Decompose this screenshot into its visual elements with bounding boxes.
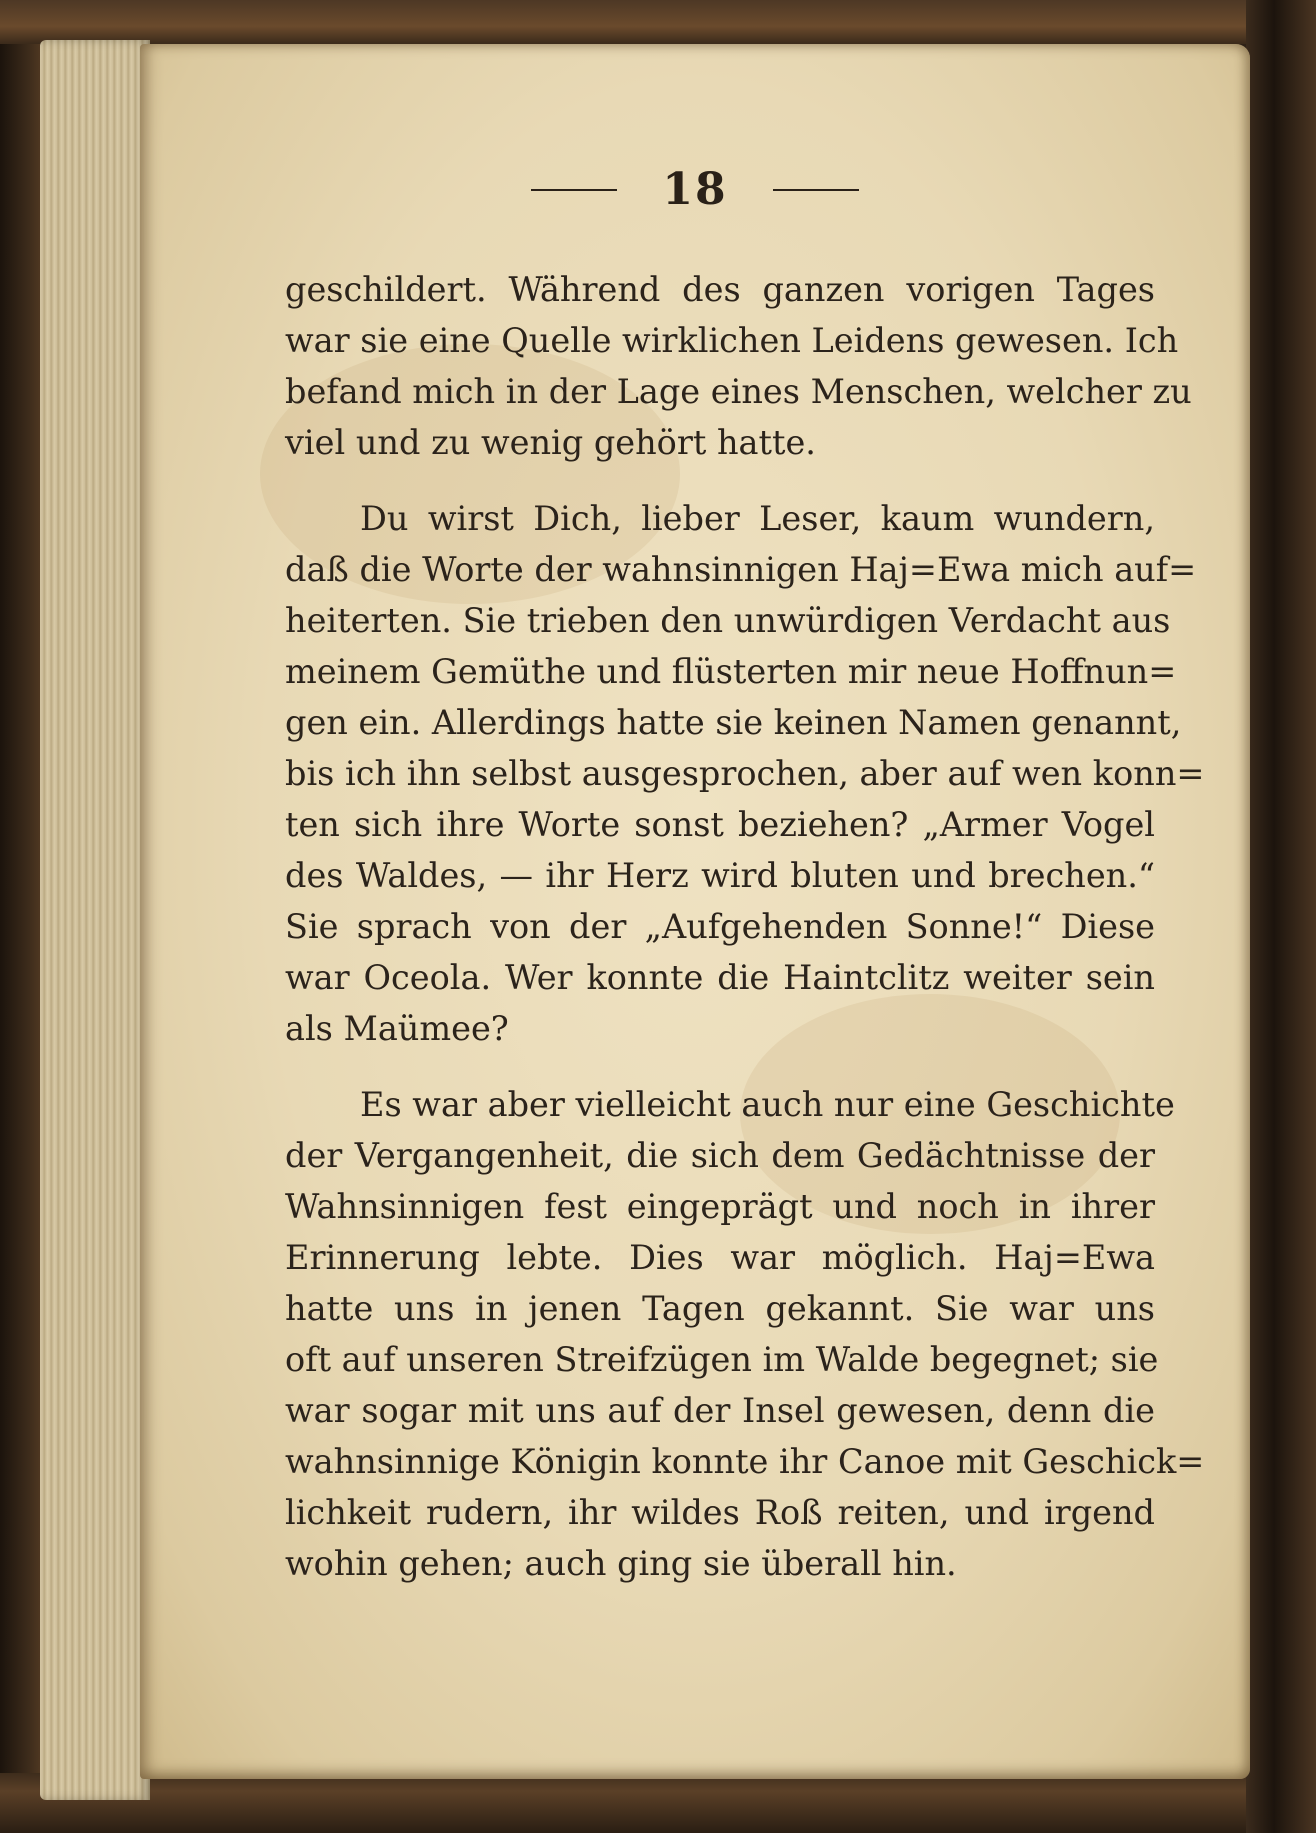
book-cover-bottom-edge (0, 1773, 1316, 1833)
text-line: bis ich ihn selbst ausgesprochen, aber auf wen konn= (285, 754, 1205, 793)
text-line: wohin gehen; auch ging sie überall hin. (285, 1544, 957, 1583)
page-number: 18 (662, 164, 728, 215)
book-cover-top-edge (0, 0, 1316, 44)
page-edges (40, 40, 150, 1800)
book-spine (0, 0, 40, 1833)
paragraph (285, 1079, 1205, 1589)
text-line: heiterten. Sie trieben den unwürdigen Verdacht aus (285, 601, 1171, 640)
paragraph (285, 493, 1205, 1054)
text-line: lichkeit rudern, ihr wildes Roß reiten, und irgend (285, 1493, 1155, 1532)
text-line: gen ein. Allerdings hatte sie keinen Namen genannt, (285, 703, 1182, 742)
text-line: Du wirst Dich, lieber Leser, kaum wundern, (360, 499, 1155, 538)
page-header (140, 164, 1250, 215)
text-line: Sie sprach von der „Aufgehenden Sonne!“ Diese (285, 907, 1155, 946)
text-line: hatte uns in jenen Tagen gekannt. Sie war uns (285, 1289, 1155, 1328)
text-line: war sogar mit uns auf der Insel gewesen, denn die (285, 1391, 1155, 1430)
paragraph (285, 264, 1192, 468)
text-line: der Vergangenheit, die sich dem Gedächtnisse der (285, 1136, 1155, 1175)
book-cover-right-edge (1246, 0, 1316, 1833)
text-line: war Oceola. Wer konnte die Haintclitz weiter sein (285, 958, 1155, 997)
header-rule-left (531, 189, 617, 191)
text-line: meinem Gemüthe und flüsterten mir neue Hoffnun= (285, 652, 1177, 691)
text-line: geschildert. Während des ganzen vorigen Tages (285, 270, 1155, 309)
text-line: daß die Worte der wahnsinnigen Haj=Ewa mich auf= (285, 550, 1197, 589)
book-page (140, 44, 1250, 1779)
text-line: Wahnsinnigen fest eingeprägt und noch in ihrer (285, 1187, 1155, 1226)
text-line: viel und zu wenig gehört hatte. (285, 423, 816, 462)
text-line: Erinnerung lebte. Dies war möglich. Haj=Ewa (285, 1238, 1155, 1277)
text-line: Es war aber vielleicht auch nur eine Geschichte (360, 1085, 1175, 1124)
text-line: ten sich ihre Worte sonst beziehen? „Armer Vogel (285, 805, 1155, 844)
text-line: befand mich in der Lage eines Menschen, welcher zu (285, 372, 1192, 411)
header-rule-right (773, 189, 859, 191)
text-line: oft auf unseren Streifzügen im Walde begegnet; sie (285, 1340, 1159, 1379)
text-line: wahnsinnige Königin konnte ihr Canoe mit Geschick= (285, 1442, 1205, 1481)
text-line: war sie eine Quelle wirklichen Leidens gewesen. Ich (285, 321, 1179, 360)
body-text (285, 264, 1205, 1614)
text-line: als Maümee? (285, 1009, 509, 1048)
text-line: des Waldes, — ihr Herz wird bluten und brechen.“ (285, 856, 1155, 895)
